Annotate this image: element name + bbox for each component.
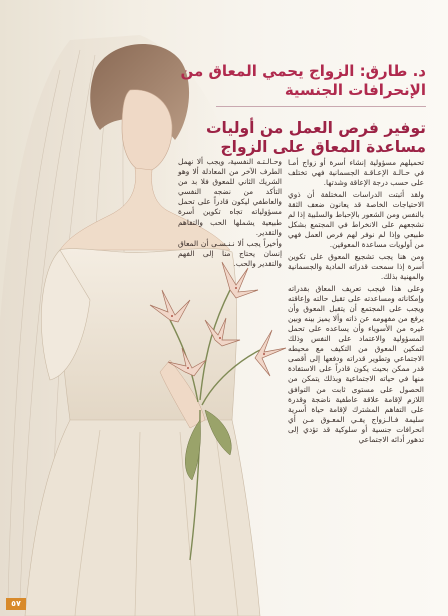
paragraph: وعلى هذا فيجب تعريف المعاق بقدراته وإمكاناته ومساعدته على تقبل حالته وإعاقته ويجب على المجتمع أن يتقبل المعوق وأن يرفع من مفهومه عن ذاته وألا يميز بينه وبين غيره من الأسوياء وأن يساعده على تحمل المسؤولية والاعتماد على النفس وذلك لتمكين المعوق من التكيف مع محيطه الاجتماعي وتطوير قدراته ودفعها إلى أقصى قدر ممكن بحيث يكون قادراً على الاستفادة منها في حياته الاجتماعية وبذلك يتمكن من الحصول على مستوى ثابت من التوافق اللازم لإقامة علاقة عاطفية ناضجة وقدرة على التفاهم المشترك لإقامة حياة أسرية سليمة فـالـزواج يقـي المعـوق مـن أي انحرافات جنسية أو سلوكية قد تؤدي إلى تدهور أدائه الاجتماعي xyxy=(288,283,424,445)
paragraph: وحـالـتـه النفسية، ويجب ألا نهمل الطرف الآخر من المعادلة ألا وهو الشريك الثاني للمعوق فلا بد من التأكد من نضجه النفسي والعاطفي ليكون قادراً على تحمل مسؤولياته تجاه تكوين أسرة طبيعية يشملها الحب والتفاهم والتقدير. xyxy=(178,157,282,237)
body-column-right xyxy=(288,158,424,447)
article-title: د. طارق: الزواج يحمي المعاق من الإنحرافات الجنسية xyxy=(180,62,426,99)
article-subtitle: توفير فرص العمل من أوليات مساعدة المعاق على الزواج xyxy=(205,119,426,156)
page-number-badge: ٥٧ xyxy=(6,598,26,610)
paragraph: وأخيراً يجب ألا نـنـسـى أن المعاق إنسان يحتاج منا إلى الفهم والتقدير والحب. xyxy=(178,239,282,269)
article-header xyxy=(176,62,426,157)
paragraph: ولقد أثبتت الدراسات المختلفة أن ذوي الاحتياجات الخاصة قد يعانون ضعف الثقة بالنفس ومن الشعور بالإحباط والسلبية إذا لم نشجعهم على الانخراط في المجتمع بشكل طبيعي وإذا لم نوفر لهم فرص العمل فهي من أولويات مساعدة المعوقين. xyxy=(288,189,424,250)
paragraph: تحميلهم مسؤولية إنشاء أسرة أو زواج أمـا في حـالـة الإعـاقـة الجسمانية فهي تختلف على حسب درجة الإعاقة وشدتها. xyxy=(288,158,424,188)
body-column-left xyxy=(178,157,282,271)
title-divider xyxy=(216,106,426,107)
paragraph: ومن هنا يجب تشجيع المعوق على تكوين أسرة إذا سمحت قدراته المادية والجسمانية والمهنية بذلك. xyxy=(288,251,424,282)
